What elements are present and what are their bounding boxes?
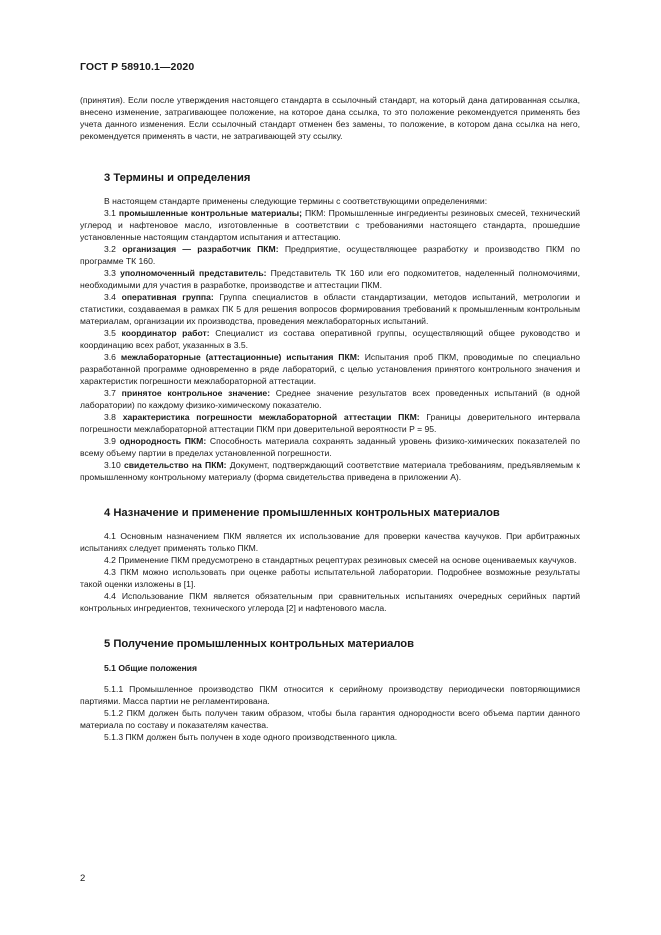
term-3-2: 3.2 организация — разработчик ПКМ: Предприятие, осуществляющее разработку и производство ПКМ по программе ТК 160. — [80, 244, 581, 266]
term-name: оперативная группа: — [121, 292, 214, 302]
term-name: координатор работ: — [121, 328, 210, 338]
term-3-5: 3.5 координатор работ: Специалист из состава оперативной группы, осуществляющий общее руководство и координацию всех работ, указанных в 3.5. — [80, 328, 581, 350]
document-content — [80, 94, 580, 743]
term-name: однородность ПКМ: — [119, 436, 207, 446]
term-name: свидетельство на ПКМ: — [123, 460, 227, 470]
paragraph-5-1-3: 5.1.3 ПКМ должен быть получен в ходе одного производственного цикла. — [104, 732, 398, 742]
paragraph-5-1-1: 5.1.1 Промышленное производство ПКМ относится к серийному производству периодически повторяющимися партиями. Масса партии не регламентирована. — [80, 684, 580, 706]
paragraph-4-2: 4.2 Применение ПКМ предусмотрено в стандартных рецептурах резиновых смесей на основе оцениваемых каучуков. — [104, 555, 577, 565]
section-3-title: 3 Термины и определения — [104, 172, 251, 184]
term-3-9: 3.9 однородность ПКМ: Способность материала сохранять заданный уровень физико-химических показателей по всему объему партии в пределах установленной погрешности. — [80, 436, 580, 458]
subsection-5-1-title: 5.1 Общие положения — [104, 663, 197, 673]
term-3-4: 3.4 оперативная группа: Группа специалистов в области стандартизации, методов испытаний, метрологии и статистики, создаваемая в рамках ПК 5 для решения вопросов формирования требований к промышленным контрольным материалам, организации их производства, проведения межлабораторных испытаний. — [80, 292, 580, 326]
term-name: принятое контрольное значение: — [121, 388, 271, 398]
paragraph-4-3: 4.3 ПКМ можно использовать при оценке работы испытательной лаборатории. Подробнее возможные результаты такой оценки изложены в [1]. — [80, 567, 580, 589]
document-header: ГОСТ Р 58910.1—2020 — [80, 61, 195, 73]
term-3-6: 3.6 межлабораторные (аттестационные) испытания ПКМ: Испытания проб ПКМ, проводимые по специально разработанной программе одновременно в ряде лабораторий, с целью установления принятого контрольного значения и характеристик погрешности межлабораторной аттестации. — [80, 352, 581, 386]
section-4-title: 4 Назначение и применение промышленных контрольных материалов — [104, 507, 500, 519]
section-5-title: 5 Получение промышленных контрольных материалов — [104, 638, 414, 650]
paragraph-5-1-2: 5.1.2 ПКМ должен быть получен таким образом, чтобы была гарантия однородности всего объема партии данного материала по составу и показателям качества. — [80, 708, 580, 730]
paragraph-4-1: 4.1 Основным назначением ПКМ является их использование для проверки качества каучуков. При арбитражных испытаниях следует применять только ПКМ. — [80, 531, 580, 553]
section-3-lead: В настоящем стандарте применены следующие термины с соответствующими определениями: — [104, 196, 488, 206]
intro-paragraph: (принятия). Если после утверждения настоящего стандарта в ссылочный стандарт, на который дана датированная ссылка, внесено изменение, затрагивающее положение, на которое дана ссылка, то это положение рекомендуется применять без учета данного изменения. Если ссылочный стандарт отменен без замены, то положение, в котором дана ссылка на него, рекомендуется применять в части, не затрагивающей эту ссылку. — [80, 95, 580, 141]
term-3-1: 3.1 промышленные контрольные материалы; ПКМ: Промышленные ингредиенты резиновых смесей, технический углерод и нафтеновое масло, изготовленные в соответствии с требованиями настоящего стандарта, прошедшие установленные настоящим стандартом испытания и аттестацию. — [80, 208, 580, 242]
term-name: уполномоченный представитель: — [120, 268, 267, 278]
term-name: промышленные контрольные материалы; — [118, 208, 303, 218]
page-number: 2 — [80, 873, 86, 884]
term-name: характеристика погрешности межлабораторной аттестации ПКМ: — [122, 412, 420, 422]
term-3-10: 3.10 свидетельство на ПКМ: Документ, подтверждающий соответствие материала требованиям, предъявляемым к промышленному контрольному материалу (форма свидетельства приведена в приложении А). — [80, 460, 581, 482]
term-name: организация — разработчик ПКМ: — [122, 244, 279, 254]
term-3-3: 3.3 уполномоченный представитель: Представитель ТК 160 или его подкомитетов, наделенный полномочиями, необходимыми для участия в разработке, производстве и аттестации ПКМ. — [80, 268, 580, 290]
term-name: межлабораторные (аттестационные) испытания ПКМ: — [120, 352, 360, 362]
term-3-8: 3.8 характеристика погрешности межлабораторной аттестации ПКМ: Границы доверительного интервала погрешности межлабораторной аттестации ПКМ при доверительной вероятности P = 95. — [80, 412, 580, 434]
paragraph-4-4: 4.4 Использование ПКМ является обязательным при сравнительных испытаниях очередных серийных партий контрольных ингредиентов, технического углерода [2] и нафтенового масла. — [80, 591, 580, 613]
term-3-7: 3.7 принятое контрольное значение: Среднее значение результатов всех проведенных испытаний (в одной лаборатории) по каждому физико-химическому показателю. — [80, 388, 580, 410]
